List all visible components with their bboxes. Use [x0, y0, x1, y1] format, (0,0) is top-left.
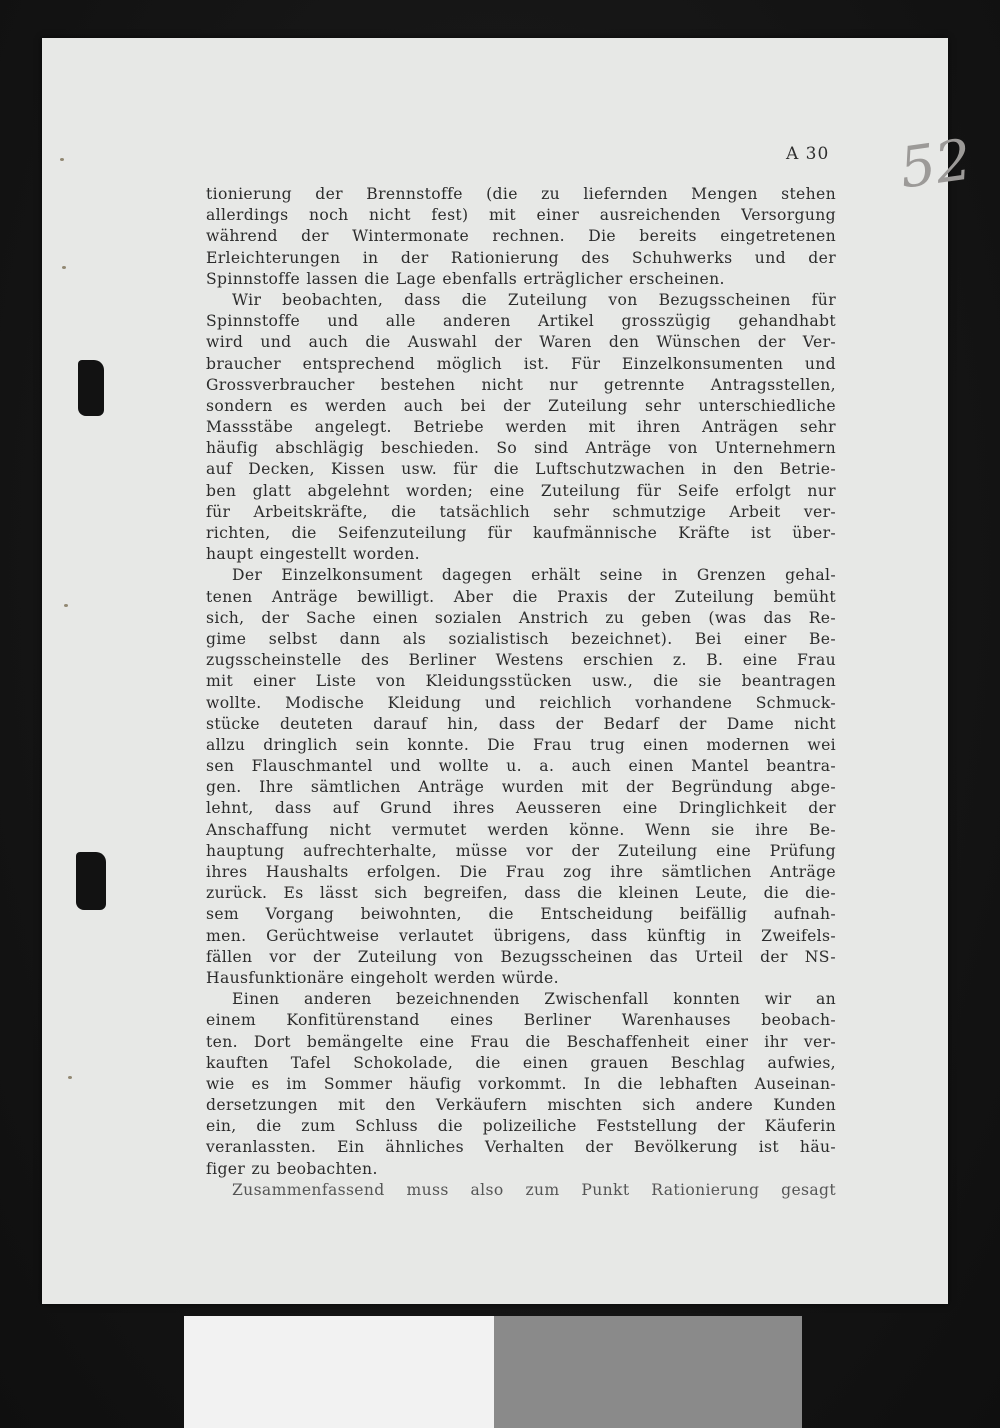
text-line: veranlassten. Ein ähnliches Verhalten der Bevölkerung ist häu-	[206, 1138, 836, 1157]
stain-mark	[62, 266, 66, 269]
calibration-patch-gray	[494, 1316, 802, 1428]
text-line: wird und auch die Auswahl der Waren den Wünschen der Ver-	[206, 333, 836, 352]
text-line: zurück. Es lässt sich begreifen, dass die kleinen Leute, die die-	[206, 884, 836, 903]
text-line: ein, die zum Schluss die polizeiliche Feststellung der Käuferin	[206, 1117, 836, 1136]
text-line: Spinnstoffe lassen die Lage ebenfalls erträglicher erscheinen.	[206, 269, 725, 288]
text-line: sondern es werden auch bei der Zuteilung sehr unterschiedliche	[206, 396, 836, 415]
text-line: men. Gerüchtweise verlautet übrigens, dass künftig in Zweifels-	[206, 926, 836, 945]
text-line: richten, die Seifenzuteilung für kaufmännische Kräfte ist über-	[206, 524, 836, 542]
text-line: Spinnstoffe und alle anderen Artikel grosszügig gehandhabt	[206, 312, 836, 331]
handwritten-folio-number: 52	[895, 127, 976, 202]
calibration-patch-white	[184, 1316, 494, 1428]
text-line: allerdings noch nicht fest) mit einer ausreichenden Versorgung	[206, 206, 836, 225]
text-line: fällen vor der Zuteilung von Bezugsscheinen das Urteil der NS-	[206, 947, 836, 966]
text-line: sich, der Sache einen sozialen Anstrich zu geben (was das Re-	[206, 608, 836, 627]
text-line: allzu dringlich sein konnte. Die Frau trug einen modernen wei	[206, 735, 836, 754]
text-line: sen Flauschmantel und wollte u. a. auch einen Mantel beantra-	[206, 757, 836, 776]
page-number: A 30	[786, 144, 830, 164]
stain-mark	[68, 1076, 72, 1079]
text-line: hauptung aufrechterhalte, müsse vor der Zuteilung eine Prüfung	[206, 841, 836, 860]
text-line: einem Konfitürenstand eines Berliner Warenhauses beobach-	[206, 1011, 836, 1030]
text-line: Massstäbe angelegt. Betriebe werden mit ihren Anträgen sehr	[206, 418, 836, 437]
text-line: lehnt, dass auf Grund ihres Aeusseren eine Dringlichkeit der	[206, 799, 836, 818]
text-line: mit einer Liste von Kleidungsstücken usw., die sie beantragen	[206, 672, 836, 691]
text-line: wollte. Modische Kleidung und reichlich vorhandene Schmuck-	[206, 693, 836, 712]
text-line: sem Vorgang beiwohnten, die Entscheidung beifällig aufnah-	[206, 905, 836, 924]
stain-mark	[60, 158, 64, 161]
text-line: wie es im Sommer häufig vorkommt. In die lebhaften Auseinan-	[206, 1074, 836, 1093]
text-line: figer zu beobachten.	[206, 1159, 378, 1178]
text-line: Erleichterungen in der Rationierung des Schuhwerks und der	[206, 248, 836, 267]
punch-hole-bottom	[76, 852, 106, 910]
text-line: haupt eingestellt worden.	[206, 545, 420, 564]
body-text	[206, 184, 836, 1201]
text-line: während der Wintermonate rechnen. Die bereits eingetretenen	[206, 227, 836, 246]
text-line: Zusammenfassend muss also zum Punkt Rationierung gesagt	[232, 1180, 836, 1199]
stain-mark	[64, 604, 68, 607]
text-line: auf Decken, Kissen usw. für die Luftschutzwachen in den Betrie-	[206, 460, 836, 479]
text-line: gime selbst dann als sozialistisch bezeichnet). Bei einer Be-	[206, 629, 836, 648]
text-line: häufig abschlägig beschieden. So sind Anträge von Unternehmern	[206, 439, 836, 458]
text-line: tenen Anträge bewilligt. Aber die Praxis der Zuteilung bemüht	[206, 587, 836, 606]
text-line: Hausfunktionäre eingeholt werden würde.	[206, 968, 559, 987]
text-line: Einen anderen bezeichnenden Zwischenfall konnten wir an	[232, 990, 836, 1009]
text-line: zugsscheinstelle des Berliner Westens erschien z. B. eine Frau	[206, 651, 836, 670]
text-line: Anschaffung nicht vermutet werden könne. Wenn sie ihre Be-	[206, 820, 836, 839]
text-line: ten. Dort bemängelte eine Frau die Beschaffenheit einer ihr ver-	[206, 1032, 836, 1051]
text-line: braucher entsprechend möglich ist. Für Einzelkonsumenten und	[206, 354, 836, 373]
text-line: kauften Tafel Schokolade, die einen grauen Beschlag aufwies,	[206, 1053, 836, 1072]
text-line: ihres Haushalts erfolgen. Die Frau zog ihre sämtlichen Anträge	[206, 863, 836, 881]
text-line: dersetzungen mit den Verkäufern mischten sich andere Kunden	[206, 1096, 836, 1115]
text-line: gen. Ihre sämtlichen Anträge wurden mit der Begründung abge-	[206, 778, 836, 797]
text-line: Der Einzelkonsument dagegen erhält seine in Grenzen gehal-	[232, 566, 836, 585]
text-line: Grossverbraucher bestehen nicht nur getrennte Antragsstellen,	[206, 375, 836, 394]
text-line: Wir beobachten, dass die Zuteilung von Bezugsscheinen für	[232, 290, 836, 309]
text-line: für Arbeitskräfte, die tatsächlich sehr schmutzige Arbeit ver-	[206, 502, 836, 521]
text-line: stücke deuteten darauf hin, dass der Bedarf der Dame nicht	[206, 714, 836, 733]
text-line: ben glatt abgelehnt worden; eine Zuteilung für Seife erfolgt nur	[206, 481, 836, 500]
text-line: tionierung der Brennstoffe (die zu liefernden Mengen stehen	[206, 185, 836, 203]
punch-hole-top	[78, 360, 104, 416]
